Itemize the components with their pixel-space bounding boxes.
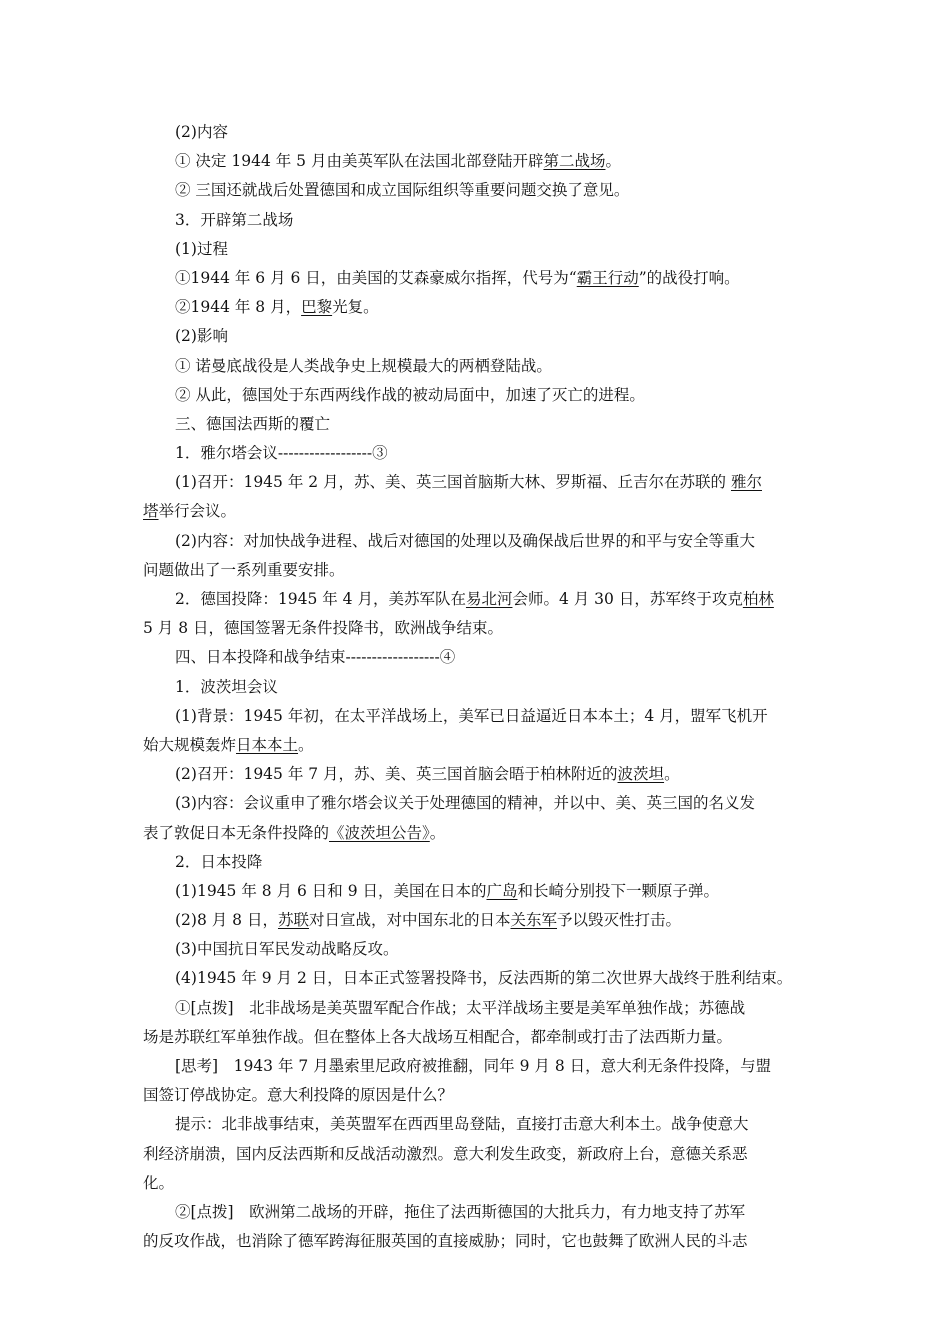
text-line — [143, 322, 811, 351]
text-line — [143, 381, 811, 410]
text-line — [143, 731, 811, 760]
text-line — [143, 1110, 811, 1139]
text-segment: 2．德国投降：1945 年 4 月，美苏军队在 — [175, 590, 466, 608]
text-segment: 1．波茨坦会议 — [175, 677, 278, 696]
text-line — [143, 497, 811, 526]
text-segment: 3．开辟第二战场 — [175, 210, 294, 229]
text-segment: 。 — [429, 823, 446, 842]
text-segment: (2)内容 — [175, 123, 228, 141]
underlined-term: 柏林 — [742, 590, 774, 608]
text-segment: 的反攻作战，也消除了德军跨海征服英国的直接威胁；同时，它也鼓舞了欧洲人民的斗志 — [143, 1232, 748, 1251]
text-segment: (1)召开：1945 年 2 月，苏、美、英三国首脑斯大林、罗斯福、丘吉尔在苏联的 — [175, 473, 731, 492]
text-line — [143, 293, 811, 322]
text-line — [143, 147, 811, 176]
text-segment: (3)内容：会议重申了雅尔塔会议关于处理德国的精神，并以中、美、英三国的名义发 — [175, 794, 755, 813]
text-segment: ② 三国还就战后处置德国和成立国际组织等重要问题交换了意见。 — [175, 181, 630, 200]
underlined-term: 《波茨坦公告》 — [329, 823, 430, 842]
text-segment: 2．日本投降 — [175, 852, 263, 871]
text-line — [143, 352, 811, 381]
text-segment: (1)过程 — [175, 239, 228, 258]
text-line — [143, 789, 811, 818]
text-line — [143, 1198, 811, 1227]
text-segment: 。 — [298, 735, 314, 754]
text-segment: 利经济崩溃，国内反法西斯和反战活动激烈。意大利发生政变，新政府上台，意德关系恶 — [143, 1144, 748, 1163]
text-segment: 国签订停战协定。意大利投降的原因是什么？ — [143, 1086, 454, 1105]
text-line — [143, 556, 811, 585]
text-line — [143, 1140, 811, 1169]
text-line — [143, 994, 811, 1023]
text-line — [143, 410, 811, 439]
text-segment: ①1944 年 6 月 6 日，由美国的艾森豪威尔指挥，代号为“ — [175, 268, 577, 287]
text-line — [143, 964, 811, 993]
text-segment: 。 — [664, 765, 680, 784]
text-segment: 举行会议。 — [158, 502, 237, 521]
underlined-term: 关东军 — [510, 911, 558, 930]
text-segment: ①[点拨] 北非战场是美英盟军配合作战；太平洋战场主要是美军单独作战；苏德战 — [175, 998, 746, 1017]
text-segment: 予以毁灭性打击。 — [557, 911, 682, 930]
text-segment: ②1944 年 8 月， — [175, 298, 302, 317]
text-segment: ②[点拨] 欧洲第二战场的开辟，拖住了法西斯德国的大批兵力，有力地支持了苏军 — [175, 1202, 746, 1221]
text-segment: (4)1945 年 9 月 2 日，日本正式签署投降书，反法西斯的第二次世界大战终于胜利结束。 — [175, 969, 793, 988]
text-segment: 。 — [605, 152, 621, 171]
text-segment: 会师。4 月 30 日，苏军终于攻克 — [512, 590, 743, 608]
text-segment: 四、日本投降和战争结束------------------④ — [175, 648, 456, 667]
underlined-term: 雅尔 — [730, 473, 762, 492]
text-segment: (2)内容：对加快战争进程、战后对德国的处理以及确保战后世界的和平与安全等重大 — [175, 531, 755, 550]
text-line — [143, 439, 811, 468]
text-segment: 问题做出了一系列重要安排。 — [143, 560, 345, 579]
text-segment: 对日宣战，对中国东北的日本 — [308, 911, 511, 930]
text-segment: 1．雅尔塔会议------------------③ — [175, 444, 388, 463]
text-segment: 和长崎分别投下一颗原子弹。 — [517, 881, 720, 900]
text-segment: 三、德国法西斯的覆亡 — [175, 414, 331, 433]
document-body — [143, 118, 811, 1256]
underlined-term: 巴黎 — [301, 298, 333, 317]
text-line — [143, 235, 811, 264]
text-line — [143, 848, 811, 877]
text-line — [143, 1023, 811, 1052]
underlined-term: 易北河 — [465, 590, 513, 608]
text-segment: 提示：北非战事结束，美英盟军在西西里岛登陆，直接打击意大利本土。战争使意大 — [175, 1115, 749, 1134]
text-segment: 表了敦促日本无条件投降的 — [143, 823, 330, 842]
text-line — [143, 673, 811, 702]
text-segment: (2)8 月 8 日， — [175, 911, 278, 930]
text-segment: 光复。 — [332, 298, 379, 317]
text-segment: ① 决定 1944 年 5 月由美英军队在法国北部登陆开辟 — [175, 152, 544, 171]
text-line — [143, 468, 811, 497]
text-segment: ”的战役打响。 — [638, 268, 740, 287]
text-segment: ① 诺曼底战役是人类战争史上规模最大的两栖登陆战。 — [175, 356, 552, 375]
text-line — [143, 877, 811, 906]
text-segment: (2)召开：1945 年 7 月，苏、美、英三国首脑会晤于柏林附近的 — [175, 765, 618, 784]
underlined-term: 波茨坦 — [617, 765, 665, 784]
text-line — [143, 1052, 811, 1081]
text-segment: (1)背景：1945 年初，在太平洋战场上，美军已日益逼近日本本土；4 月，盟军飞机开 — [175, 706, 768, 725]
text-segment: 化。 — [143, 1173, 175, 1192]
text-line — [143, 118, 811, 147]
text-line — [143, 906, 811, 935]
text-line — [143, 819, 811, 848]
text-line — [143, 176, 811, 205]
text-line — [143, 527, 811, 556]
text-line — [143, 206, 811, 235]
text-line — [143, 760, 811, 789]
text-segment: 5 月 8 日，德国签署无条件投降书，欧洲战争结束。 — [143, 619, 504, 638]
underlined-term: 霸王行动 — [576, 268, 639, 287]
text-segment: (3)中国抗日军民发动战略反攻。 — [175, 940, 399, 959]
text-segment: 始大规模轰炸 — [143, 735, 237, 754]
text-line — [143, 1169, 811, 1198]
text-line — [143, 1081, 811, 1110]
text-line — [143, 614, 811, 643]
underlined-term: 广岛 — [486, 881, 518, 900]
text-segment: [思考] 1943 年 7 月墨索里尼政府被推翻，同年 9 月 8 日，意大利无条件投降，与盟 — [175, 1057, 772, 1075]
text-line — [143, 702, 811, 731]
underlined-term: 苏联 — [277, 911, 309, 930]
text-line — [143, 585, 811, 614]
underlined-term: 日本本土 — [236, 735, 299, 754]
text-line — [143, 1227, 811, 1256]
text-segment: (1)1945 年 8 月 6 日和 9 日，美国在日本的 — [175, 881, 487, 900]
underlined-term: 第二战场 — [543, 152, 606, 171]
text-line — [143, 935, 811, 964]
text-segment: 场是苏联红军单独作战。但在整体上各大战场互相配合，都牵制或打击了法西斯力量。 — [143, 1027, 733, 1046]
text-line — [143, 643, 811, 672]
text-line — [143, 264, 811, 293]
underlined-term: 塔 — [143, 502, 159, 521]
text-segment: ② 从此，德国处于东西两线作战的被动局面中，加速了灭亡的进程。 — [175, 385, 645, 404]
text-segment: (2)影响 — [175, 327, 228, 346]
